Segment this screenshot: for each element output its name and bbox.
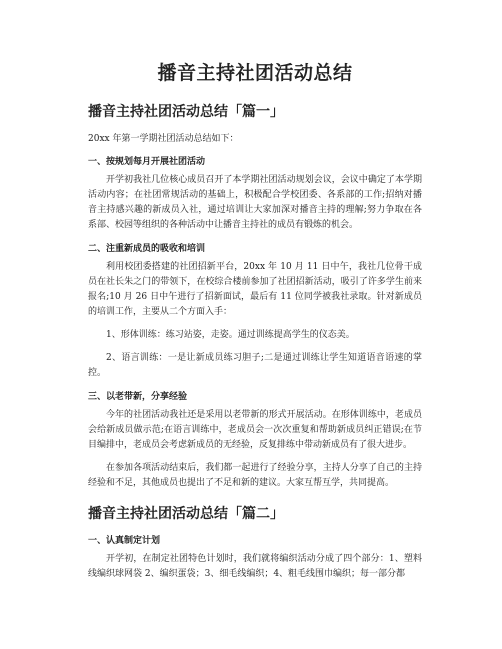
part2-heading: 播音主持社团活动总结「篇二」 — [88, 506, 284, 522]
part1-section1-paragraph: 开学初我社几位核心成员召开了本学期社团活动规划会议，会议中确定了本学期活动内容；在社团常规活动的基础上，积极配合学校团委、各系部的工作;招纳对播音主持感兴趣的新成员入社，通过培训让大家加深对播音主持的理解;努力争取在各系部、校园等组织的各种活动中让播音主持社的成员有锻炼的机会。 — [88, 175, 422, 230]
document-title: 播音主持社团活动总结 — [157, 62, 353, 84]
part1-section1-heading: 一、按规划每月开展社团活动 — [88, 157, 206, 167]
part1-section2-heading: 二、注重新成员的吸收和培训 — [88, 244, 206, 254]
part2-section1-heading: 一、认真制定计划 — [88, 536, 161, 546]
part1-section2-item-2: 2、语言训练：一是让新成员练习胆子;二是通过训练让学生知道语音语速的掌控。 — [88, 353, 422, 378]
part1-section2-item-1: 1、形体训练：练习站姿，走姿。通过训练提高学生的仪态美。 — [106, 330, 355, 340]
part1-intro: 20xx 年第一学期社团活动总结如下： — [88, 134, 239, 144]
part1-section3-paragraph-2: 在参加各项活动结束后，我们都一起进行了经验分享，主持人分享了自己的主持经验和不足，其他成员也提出了不足和新的建议。大家互帮互学，共同提高。 — [88, 463, 422, 488]
part1-section2-paragraph: 利用校团委搭建的社团招新平台，20xx 年 10 月 11 日中午，我社几位骨干成员在社长朱之门的带领下，在校综合楼前参加了社团招新活动，吸引了许多学生前来报名;10 月 26 日中午进行了招新面试，最后有 11 位同学被我社录取。针对新成员的培训工作，主要从二个方面入手： — [88, 262, 422, 317]
part1-section3-heading: 三、以老带新，分享经验 — [88, 392, 188, 402]
part1-heading: 播音主持社团活动总结「篇一」 — [88, 104, 284, 120]
part1-section3-paragraph-1: 今年的社团活动我社还是采用以老带新的形式开展活动。在形体训练中，老成员会给新成员做示范;在语言训练中，老成员会一次次重复和帮助新成员纠正错误;在节目编排中，老成员会考虑新成员的无经验，反复排练中带动新成员有了很大进步。 — [88, 410, 422, 450]
part2-section1-paragraph: 开学初，在制定社团特色计划时，我们就将编织活动分成了四个部分：1、塑料线编织球网袋 2、编织蛋袋；3、细毛线编织；4、粗毛线围巾编织；每一部分都 — [88, 554, 422, 579]
